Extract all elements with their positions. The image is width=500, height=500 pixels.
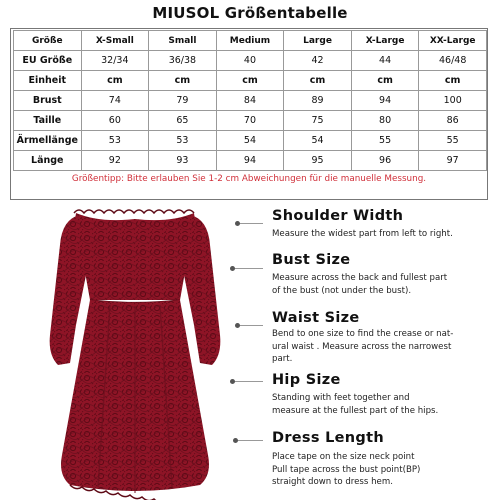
neckline (74, 210, 194, 213)
row-label: EU Größe (14, 51, 82, 71)
table-cell: 42 (284, 51, 352, 71)
table-cell: 97 (419, 151, 487, 171)
table-cell: cm (284, 71, 352, 91)
connector-dot (233, 438, 238, 443)
waist-size-heading: Waist Size (272, 310, 360, 326)
table-cell: 46/48 (419, 51, 487, 71)
table-cell: 44 (351, 51, 419, 71)
table-cell: 40 (216, 51, 284, 71)
table-cell: 36/38 (149, 51, 217, 71)
table-row (14, 71, 487, 91)
connector-dot (230, 379, 235, 384)
table-cell: 79 (149, 91, 217, 111)
bust-size-desc: Measure across the back and fullest part of the bust (not under the bust). (272, 273, 448, 296)
table-cell: 65 (149, 111, 217, 131)
connector-line-hip (232, 381, 263, 382)
connector-line-shoulder (237, 223, 263, 224)
header-cell: X-Large (351, 31, 419, 51)
table-cell: 100 (419, 91, 487, 111)
shoulder-width-heading: Shoulder Width (272, 208, 404, 224)
header-cell: Größe (14, 31, 82, 51)
table-cell: 86 (419, 111, 487, 131)
table-row (14, 91, 487, 111)
table-row (14, 151, 487, 171)
table-row (14, 51, 487, 71)
row-label: Ärmellänge (14, 131, 82, 151)
table-cell: 84 (216, 91, 284, 111)
dress-image (40, 205, 230, 500)
table-cell: 54 (216, 131, 284, 151)
row-label: Brust (14, 91, 82, 111)
table-cell: 54 (284, 131, 352, 151)
header-cell: X-Small (81, 31, 149, 51)
table-cell: 53 (149, 131, 217, 151)
size-table (13, 30, 487, 171)
table-row (14, 131, 487, 151)
row-label: Länge (14, 151, 82, 171)
size-tip: Größentipp: Bitte erlauben Sie 1-2 cm Abweichungen für die manuelle Messung. (71, 174, 427, 184)
connector-dot (235, 221, 240, 226)
connector-line-waist (237, 325, 263, 326)
table-cell: 32/34 (81, 51, 149, 71)
header-cell: Large (284, 31, 352, 51)
dress-length-desc: Place tape on the size neck point Pull tape across the bust point(BP) straight down to dress hem. (272, 452, 421, 488)
table-cell: 94 (351, 91, 419, 111)
hip-size-heading: Hip Size (272, 372, 341, 388)
bodice (75, 213, 195, 300)
table-row (14, 111, 487, 131)
table-cell: 95 (284, 151, 352, 171)
header-cell: Medium (216, 31, 284, 51)
table-cell: 93 (149, 151, 217, 171)
table-cell: 92 (81, 151, 149, 171)
table-cell: cm (419, 71, 487, 91)
connector-line-length (235, 440, 263, 441)
hip-size-desc: Standing with feet together and measure at the fullest part of the hips. (272, 393, 439, 416)
table-cell: 80 (351, 111, 419, 131)
table-header-row (14, 31, 487, 51)
waist-size-desc: Bend to one size to find the crease or nat- ural waist . Measure across the narrowest part. (272, 329, 454, 365)
table-cell: 60 (81, 111, 149, 131)
table-cell: 94 (216, 151, 284, 171)
table-cell: 55 (419, 131, 487, 151)
table-cell: cm (216, 71, 284, 91)
shoulder-width-desc: Measure the widest part from left to right. (272, 229, 453, 239)
header-cell: Small (149, 31, 217, 51)
connector-dot (235, 323, 240, 328)
table-cell: cm (81, 71, 149, 91)
header-cell: XX-Large (419, 31, 487, 51)
table-cell: 89 (284, 91, 352, 111)
table-cell: cm (351, 71, 419, 91)
dress-length-heading: Dress Length (272, 430, 384, 446)
page-title: MIUSOL Größentabelle (152, 4, 348, 22)
table-cell: 75 (284, 111, 352, 131)
connector-line-bust (232, 268, 263, 269)
bust-size-heading: Bust Size (272, 252, 351, 268)
row-label: Taille (14, 111, 82, 131)
table-cell: cm (149, 71, 217, 91)
row-label: Einheit (14, 71, 82, 91)
connector-dot (230, 266, 235, 271)
table-cell: 55 (351, 131, 419, 151)
table-cell: 96 (351, 151, 419, 171)
table-cell: 53 (81, 131, 149, 151)
table-cell: 74 (81, 91, 149, 111)
table-cell: 70 (216, 111, 284, 131)
